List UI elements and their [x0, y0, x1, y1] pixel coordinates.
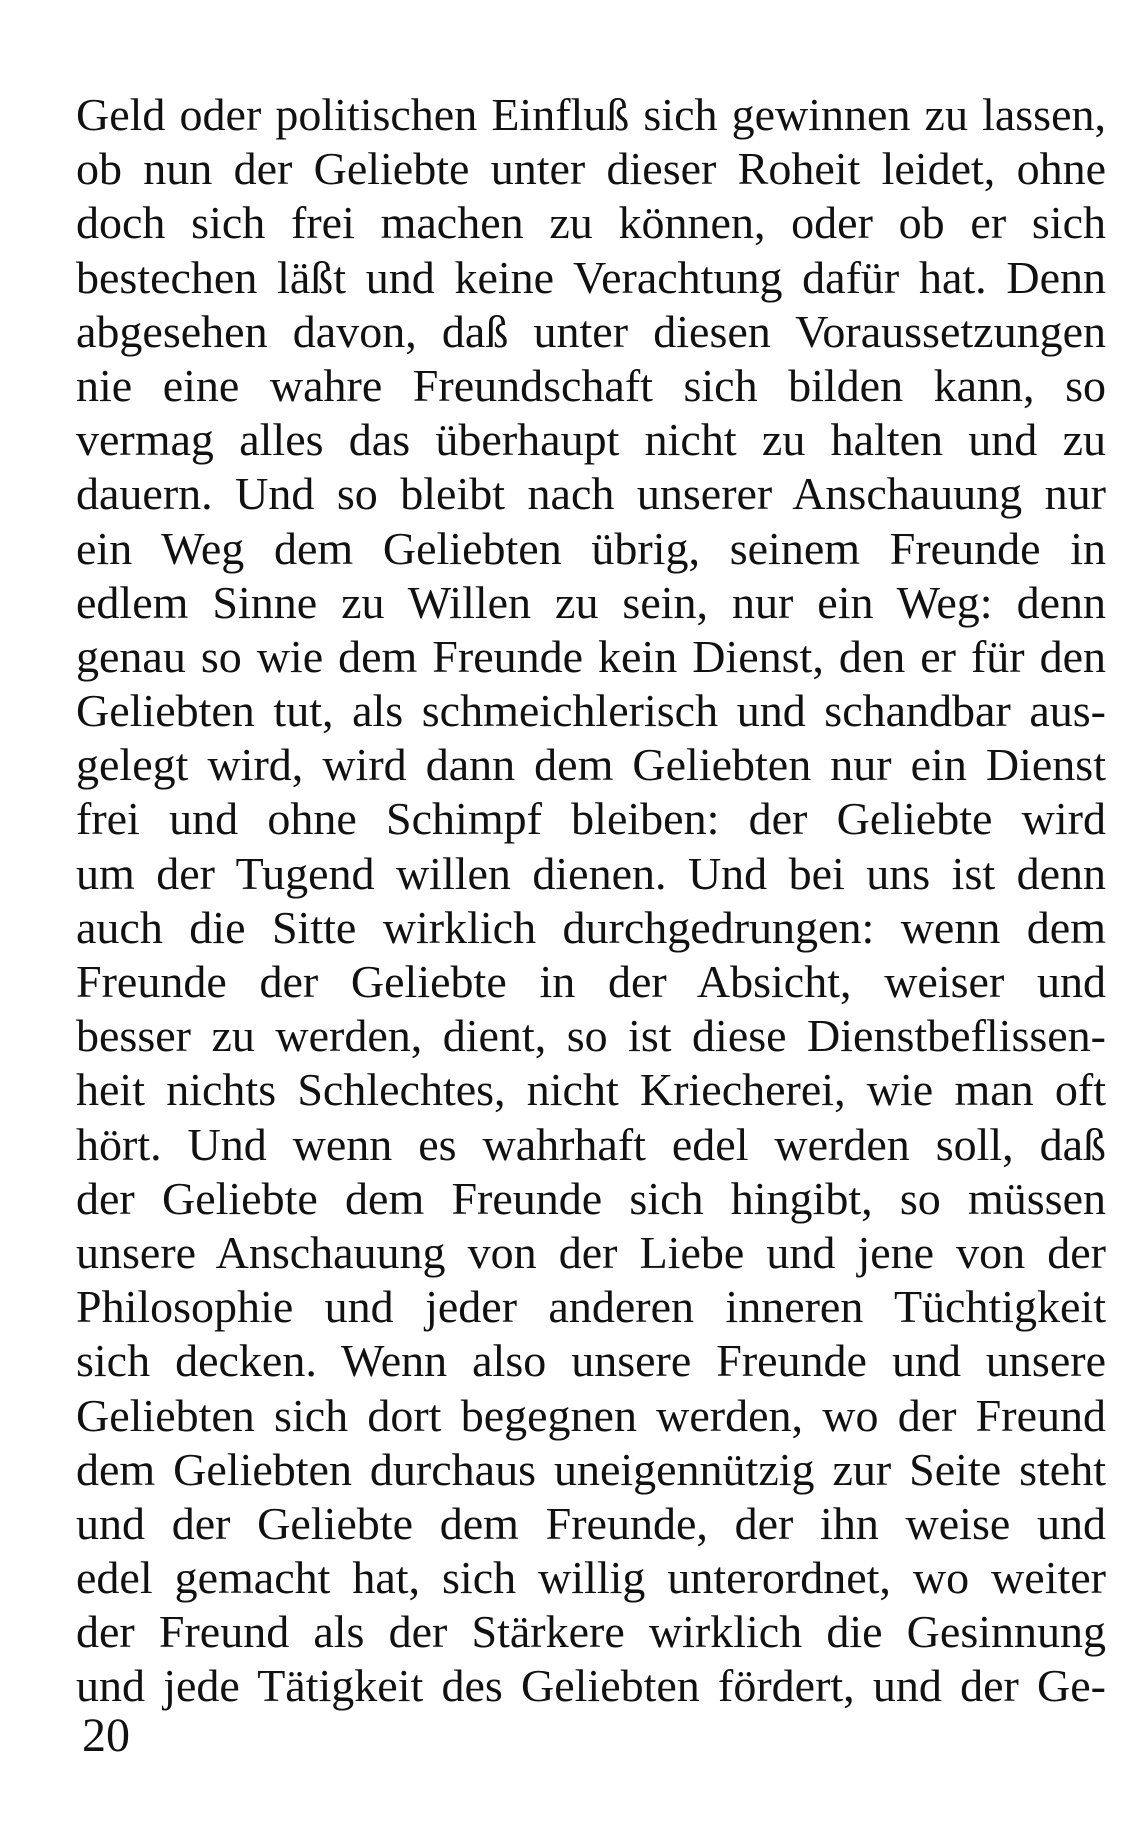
text-line: sich decken. Wenn also unsere Freunde und unsere — [76, 1335, 1106, 1387]
text-line: abgesehen davon, daß unter diesen Voraussetzungen — [76, 305, 1106, 357]
text-line: nie eine wahre Freundschaft sich bilden kann, so — [76, 359, 1106, 411]
text-line: besser zu werden, dient, so ist diese Dienstbeflissen- — [76, 1010, 1106, 1062]
text-line: frei und ohne Schimpf bleiben: der Geliebte wird — [76, 793, 1106, 845]
text-line: der Geliebte dem Freunde sich hingibt, so müssen — [76, 1172, 1106, 1224]
text-line: edlem Sinne zu Willen zu sein, nur ein Weg: denn — [76, 576, 1106, 628]
text-line: und der Geliebte dem Freunde, der ihn weise und — [76, 1497, 1106, 1549]
body-text — [76, 88, 1106, 1714]
text-line: gelegt wird, wird dann dem Geliebten nur ein Dienst — [76, 739, 1106, 791]
text-line: dauern. Und so bleibt nach unserer Anschauung nur — [76, 468, 1106, 520]
text-line: hört. Und wenn es wahrhaft edel werden soll, daß — [76, 1118, 1106, 1170]
text-line: ob nun der Geliebte unter dieser Roheit leidet, ohne — [76, 143, 1106, 195]
text-line: ein Weg dem Geliebten übrig, seinem Freunde in — [76, 522, 1106, 574]
text-line: um der Tugend willen dienen. Und bei uns ist denn — [76, 847, 1106, 899]
text-line: unsere Anschauung von der Liebe und jene von der — [76, 1226, 1106, 1278]
text-line: edel gemacht hat, sich willig unterordnet, wo weiter — [76, 1552, 1106, 1604]
text-line: und jede Tätigkeit des Geliebten fördert, und der Ge- — [76, 1660, 1106, 1712]
text-line: auch die Sitte wirklich durchgedrungen: wenn dem — [76, 901, 1106, 953]
text-line: doch sich frei machen zu können, oder ob er sich — [76, 197, 1106, 249]
text-line: Geliebten tut, als schmeichlerisch und schandbar aus- — [76, 685, 1106, 737]
page-number: 20 — [82, 1709, 130, 1762]
text-line: Geliebten sich dort begegnen werden, wo der Freund — [76, 1389, 1106, 1441]
text-line: Freunde der Geliebte in der Absicht, weiser und — [76, 956, 1106, 1007]
text-line: der Freund als der Stärkere wirklich die Gesinnung — [76, 1606, 1106, 1658]
text-line: heit nichts Schlechtes, nicht Kriecherei, wie man oft — [76, 1064, 1106, 1116]
text-line: bestechen läßt und keine Verachtung dafür hat. Denn — [76, 251, 1106, 303]
text-line: dem Geliebten durchaus uneigennützig zur Seite steht — [76, 1443, 1106, 1495]
text-line: Philosophie und jeder anderen inneren Tüchtigkeit — [76, 1281, 1106, 1333]
text-line: vermag alles das überhaupt nicht zu halten und zu — [76, 414, 1106, 466]
text-line: Geld oder politischen Einfluß sich gewinnen zu lassen, — [76, 89, 1106, 140]
text-line: genau so wie dem Freunde kein Dienst, den er für den — [76, 630, 1106, 682]
